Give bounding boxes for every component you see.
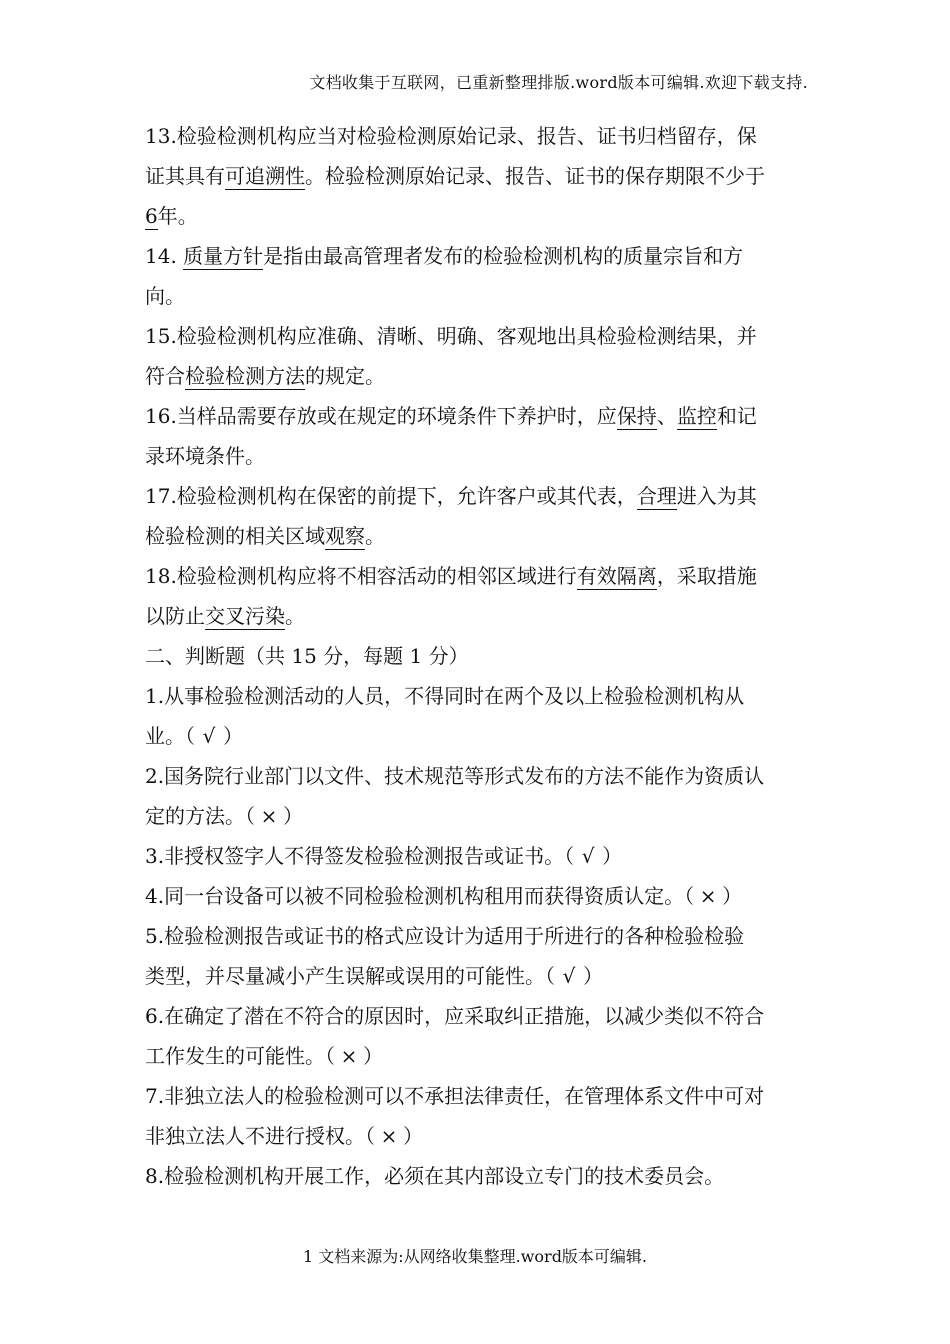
- j3-line-1: [145, 836, 815, 876]
- q16-line-2: 录环境条件。: [145, 444, 265, 468]
- text: 进入为其: [676, 484, 757, 508]
- section-heading: [145, 636, 815, 676]
- j7-line-2: [145, 1116, 815, 1156]
- text: 年。: [157, 204, 198, 228]
- text: 业。（: [145, 724, 195, 748]
- text: 非独立法人不进行授权。（: [145, 1124, 375, 1148]
- answer-mark: ×: [699, 884, 717, 908]
- text: 18.检验检测机构应将不相容活动的相邻区域进行: [145, 564, 577, 588]
- j6-line-1: 6.在确定了潜在不符合的原因时，应采取纠正措施，以减少类似不符合: [145, 1004, 765, 1028]
- text: 以防止: [145, 604, 205, 628]
- page-footer: 1 文档来源为:从网络收集整理.word版本可编辑.: [302, 1247, 648, 1266]
- text: ）: [602, 844, 623, 868]
- answer-mark: ×: [340, 1044, 358, 1068]
- text: 、: [656, 404, 677, 428]
- answer-blank: 合理: [636, 484, 677, 508]
- text: ）: [363, 1044, 383, 1068]
- text: ）: [223, 724, 243, 748]
- text: 符合: [145, 364, 185, 388]
- text: 是指由最高管理者发布的检验检测机构的质量宗旨和方: [263, 244, 744, 268]
- j1-line-1: 1.从事检验检测活动的人员，不得同时在两个及以上检验检测机构从: [145, 684, 745, 708]
- document-body: [145, 116, 815, 1196]
- question-18: [145, 556, 815, 636]
- q18-line-2: [145, 596, 815, 636]
- text: 16.当样品需要存放或在规定的环境条件下养护时，应: [145, 404, 617, 428]
- j7-line-1: 7.非独立法人的检验检测可以不承担法律责任，在管理体系文件中可对: [145, 1084, 765, 1108]
- j8-line-1: 8.检验检测机构开展工作，必须在其内部设立专门的技术委员会。: [145, 1164, 725, 1188]
- text: 的规定。: [305, 364, 385, 388]
- text: 。: [285, 604, 305, 628]
- q14-line-1: [145, 236, 815, 276]
- q15-line-1: 15.检验检测机构应准确、清晰、明确、客观地出具检验检测结果，并: [145, 324, 757, 348]
- text: 。检验检测原始记录、报告、证书的保存期限不少于: [305, 164, 765, 188]
- question-16: [145, 396, 815, 476]
- q17-line-2: [145, 516, 815, 556]
- answer-blank: 6: [145, 204, 158, 228]
- text: 证其具有: [145, 164, 225, 188]
- answer-mark: √: [562, 964, 576, 988]
- judgement-7: [145, 1076, 815, 1156]
- text: ）: [722, 884, 743, 908]
- q13-line-2: [145, 156, 815, 196]
- answer-blank: 检验检测方法: [185, 364, 305, 388]
- judgement-1: [145, 676, 815, 756]
- judgement-3: [145, 836, 815, 876]
- j2-line-1: 2.国务院行业部门以文件、技术规范等形式发布的方法不能作为资质认: [145, 764, 765, 788]
- text: ）: [283, 804, 303, 828]
- judgement-6: [145, 996, 815, 1076]
- judgement-5: [145, 916, 815, 996]
- j5-line-1: 5.检验检测报告或证书的格式应设计为适用于所进行的各种检验检验: [145, 924, 745, 948]
- q13-line-1: 13.检验检测机构应当对检验检测原始记录、报告、证书归档留存，保: [145, 124, 757, 148]
- page-header: 文档收集于互联网，已重新整理排版.word版本可编辑.欢迎下载支持.: [309, 73, 808, 92]
- judgement-8: [145, 1156, 815, 1196]
- answer-blank: 保持: [616, 404, 657, 428]
- judgement-4: [145, 876, 815, 916]
- answer-mark: ×: [260, 804, 278, 828]
- j5-line-2: [145, 956, 815, 996]
- answer-blank: 观察: [325, 524, 365, 548]
- q13-line-3: [145, 196, 815, 236]
- answer-mark: ×: [380, 1124, 398, 1148]
- text: 工作发生的可能性。（: [145, 1044, 335, 1068]
- q16-line-1: [145, 396, 815, 436]
- j6-line-2: [145, 1036, 815, 1076]
- answer-mark: √: [581, 844, 595, 868]
- text: 3.非授权签字人不得签发检验检测报告或证书。（: [145, 844, 575, 868]
- text: ）: [583, 964, 603, 988]
- answer-blank: 质量方针: [183, 244, 264, 268]
- answer-blank: 监控: [676, 404, 717, 428]
- text: 和记: [716, 404, 757, 428]
- q15-line-2: [145, 356, 815, 396]
- answer-mark: √: [202, 724, 216, 748]
- text: 17.检验检测机构在保密的前提下，允许客户或其代表，: [145, 484, 637, 508]
- question-15: [145, 316, 815, 396]
- j1-line-2: [145, 716, 815, 756]
- text: 定的方法。（: [145, 804, 255, 828]
- text: 14.: [145, 244, 184, 268]
- question-17: [145, 476, 815, 556]
- answer-blank: 可追溯性: [225, 164, 305, 188]
- text: 类型，并尽量减小产生误解或误用的可能性。（: [145, 964, 555, 988]
- text: 检验检测的相关区域: [145, 524, 325, 548]
- q14-line-2: 向。: [145, 284, 185, 308]
- text: ）: [403, 1124, 423, 1148]
- q17-line-1: [145, 476, 815, 516]
- text: 4.同一台设备可以被不同检验检测机构租用而获得资质认定。（: [145, 884, 695, 908]
- question-14: [145, 236, 815, 316]
- section-2-title: 二、判断题（共 15 分，每题 1 分）: [145, 644, 469, 668]
- text: ，采取措施: [656, 564, 757, 588]
- answer-blank: 交叉污染: [205, 604, 285, 628]
- text: 。: [365, 524, 385, 548]
- question-13: [145, 116, 815, 236]
- q18-line-1: [145, 556, 815, 596]
- j2-line-2: [145, 796, 815, 836]
- j4-line-1: [145, 876, 815, 916]
- judgement-2: [145, 756, 815, 836]
- answer-blank: 有效隔离: [576, 564, 657, 588]
